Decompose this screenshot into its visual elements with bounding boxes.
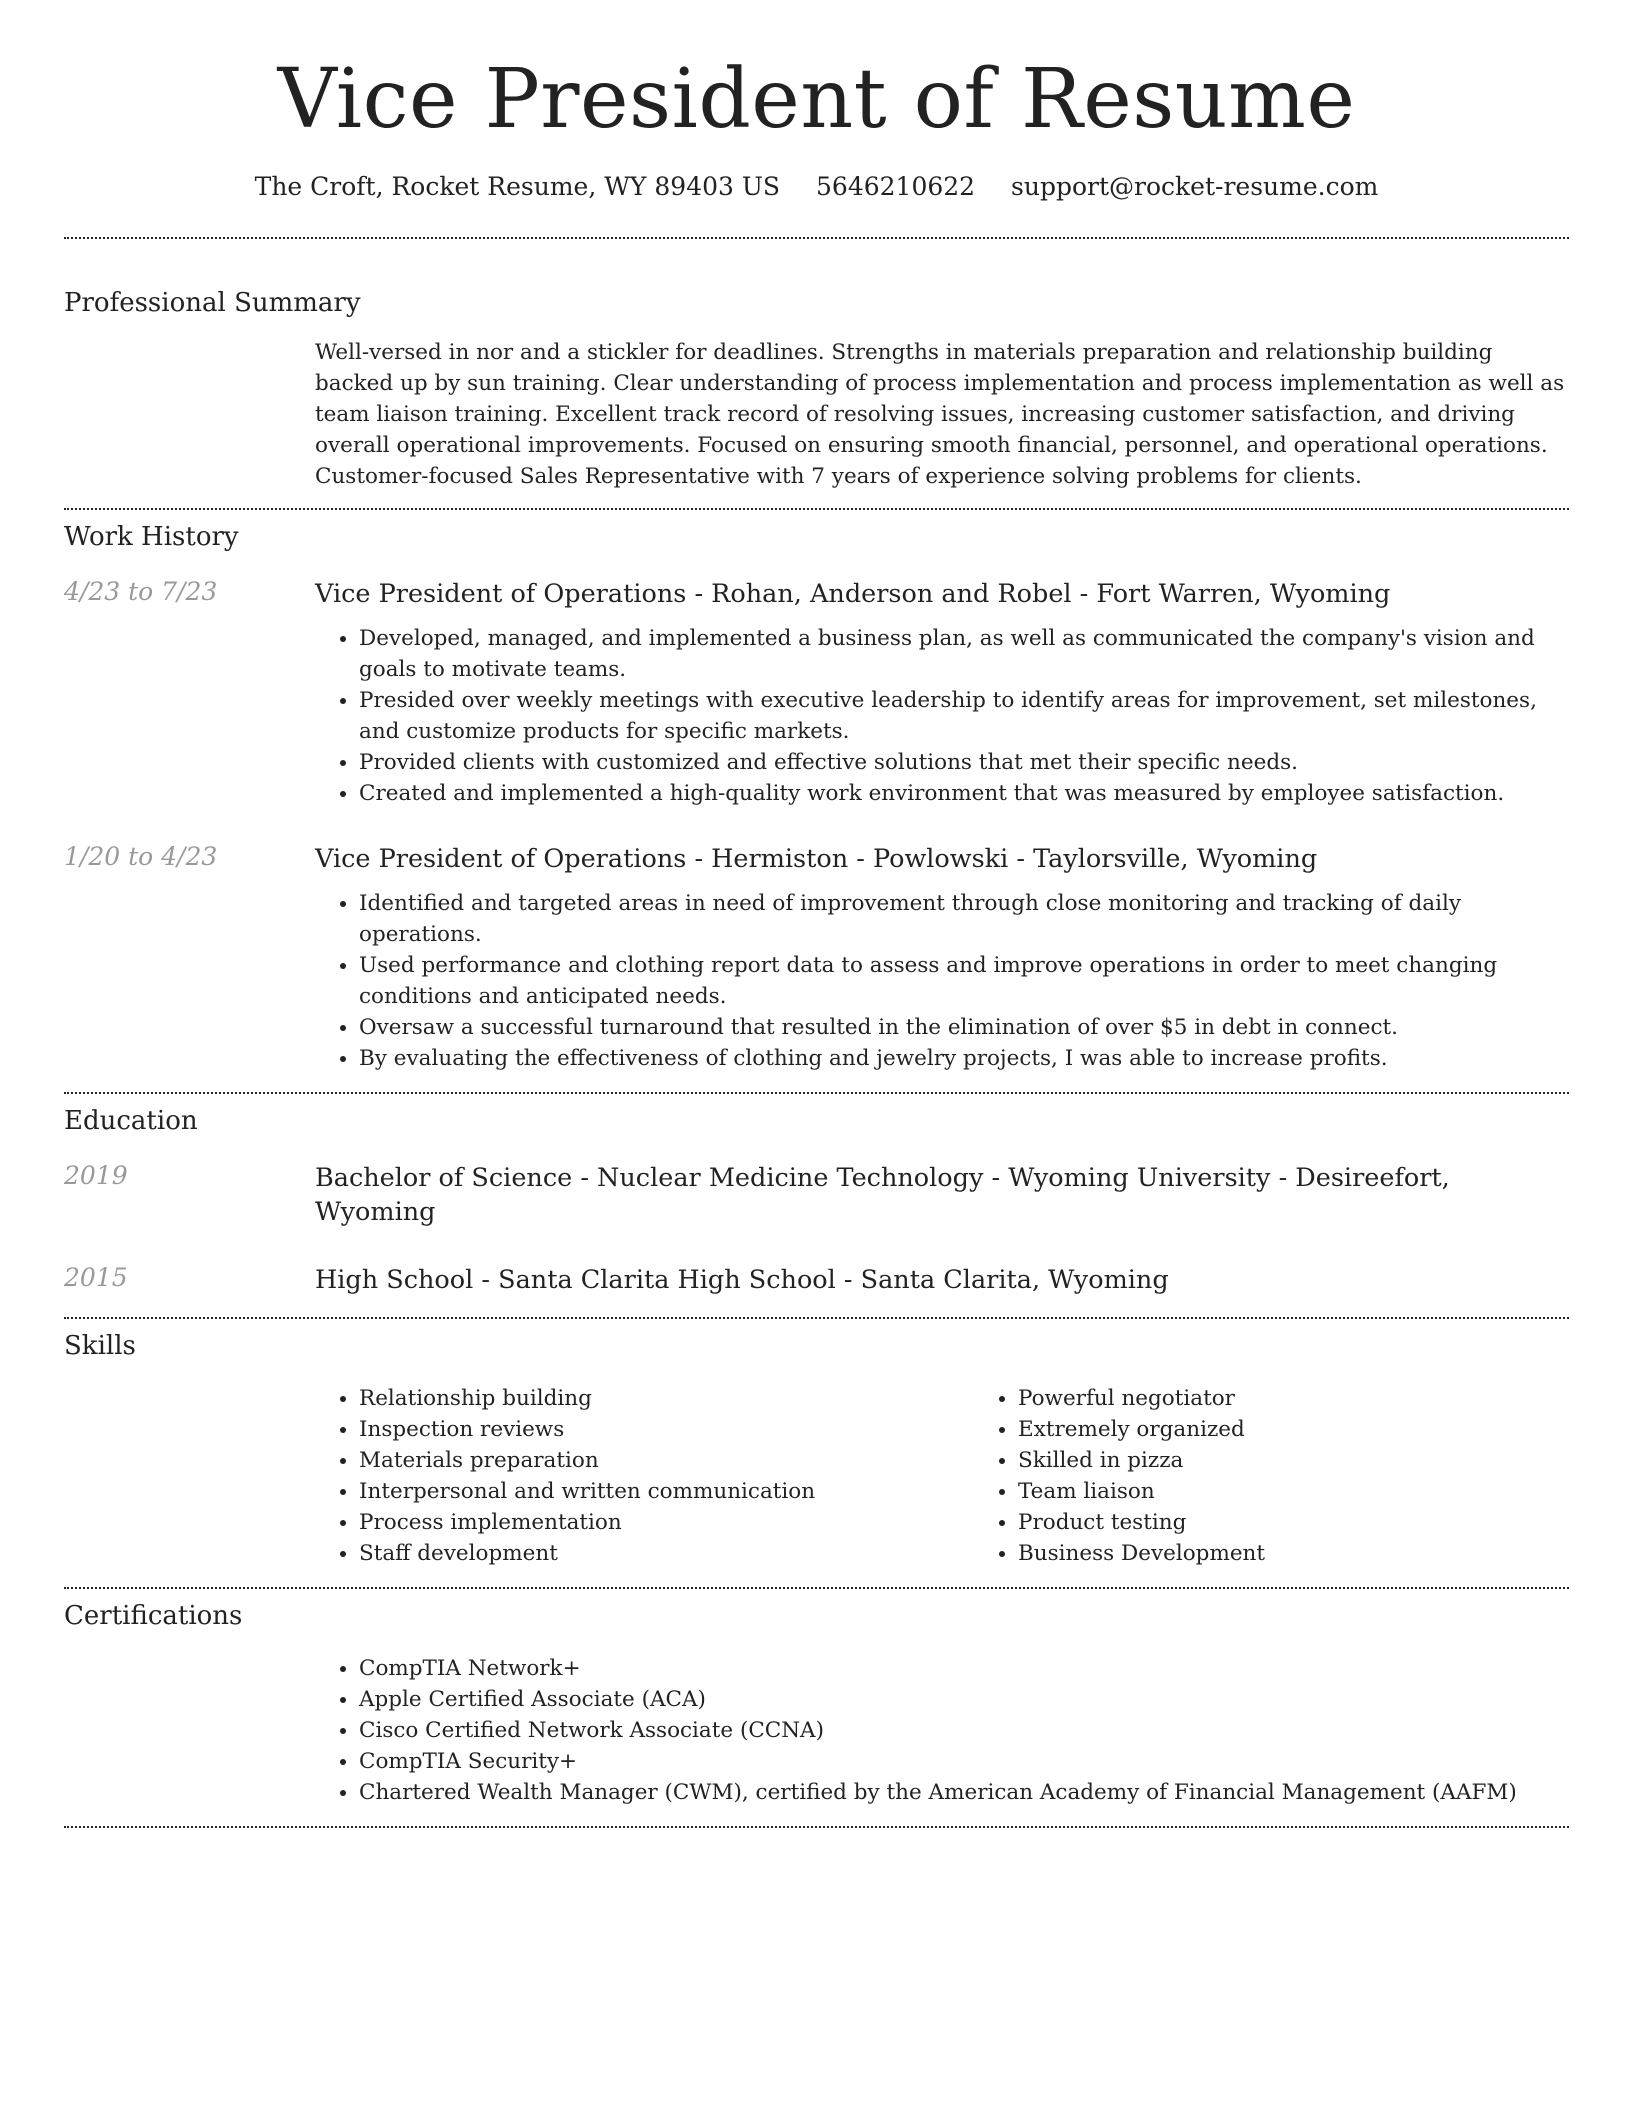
contact-line [64, 170, 1569, 204]
certifications-row [64, 1653, 1569, 1808]
certification-item: • Cisco Certified Network Associate (CCNA) [359, 1715, 1569, 1746]
education-year: 2015 [64, 1263, 128, 1292]
work-history-heading: Work History [64, 522, 239, 552]
summary-heading: Professional Summary [64, 288, 361, 318]
certification-item: • Chartered Wealth Manager (CWM), certified by the American Academy of Financial Management (AAFM) [359, 1777, 1569, 1808]
job-bullet: • Provided clients with customized and effective solutions that met their specific needs. [359, 747, 1569, 778]
candidate-name: Vice President of Resume [277, 52, 1356, 147]
certifications-list [315, 1653, 1569, 1808]
certification-item: • CompTIA Security+ [359, 1746, 1569, 1777]
certification-item: • Apple Certified Associate (ACA) [359, 1684, 1569, 1715]
job-bullet: • Presided over weekly meetings with executive leadership to identify areas for improvement, set milestones, and customize products for specific markets. [359, 685, 1569, 747]
education-section [64, 1104, 1569, 1297]
certifications-divider [64, 1826, 1569, 1828]
resume-header [64, 0, 1569, 204]
skills-section [64, 1329, 1569, 1569]
education-detail: Bachelor of Science - Nuclear Medicine Technology - Wyoming University - Desireefort, Wyoming [315, 1163, 1450, 1227]
education-entry [64, 1161, 1569, 1229]
job-bullets-row [64, 623, 1569, 809]
skill-item: • Business Development [1018, 1538, 1632, 1569]
contact-email: support@rocket-resume.com [1011, 172, 1379, 201]
summary-divider [64, 508, 1569, 510]
skills-column-2 [974, 1383, 1632, 1569]
certification-item: • CompTIA Network+ [359, 1653, 1569, 1684]
job-bullet: • Used performance and clothing report data to assess and improve operations in order to meet changing conditions and anticipated needs. [359, 950, 1569, 1012]
skill-item: • Relationship building [359, 1383, 974, 1414]
contact-phone: 5646210622 [816, 172, 976, 201]
summary-left-spacer [64, 337, 315, 492]
contact-address: The Croft, Rocket Resume, WY 89403 US [254, 172, 781, 201]
job-bullet: • Oversaw a successful turnaround that resulted in the elimination of over $5 in debt in connect. [359, 1012, 1569, 1043]
skill-item: • Inspection reviews [359, 1414, 974, 1445]
job-heading: Vice President of Operations - Rohan, Anderson and Robel - Fort Warren, Wyoming [315, 579, 1391, 609]
job-entry [64, 577, 1569, 809]
work-history-section [64, 520, 1569, 1074]
education-detail: High School - Santa Clarita High School - Santa Clarita, Wyoming [315, 1265, 1169, 1295]
job-header-row [64, 577, 1569, 611]
summary-body [315, 337, 1569, 492]
certifications-section [64, 1599, 1569, 1808]
header-divider [64, 237, 1569, 239]
certifications-heading: Certifications [64, 1601, 243, 1631]
skill-item: • Extremely organized [1018, 1414, 1632, 1445]
education-entry [64, 1263, 1569, 1297]
skills-row [64, 1383, 1569, 1569]
skill-item: • Product testing [1018, 1507, 1632, 1538]
job-heading: Vice President of Operations - Hermiston - Powlowski - Taylorsville, Wyoming [315, 844, 1318, 874]
skills-column-1 [315, 1383, 974, 1569]
job-bullet: • By evaluating the effectiveness of clothing and jewelry projects, I was able to increase profits. [359, 1043, 1569, 1074]
education-year: 2019 [64, 1161, 128, 1190]
skill-item: • Skilled in pizza [1018, 1445, 1632, 1476]
skills-grid [315, 1383, 1632, 1569]
skills-heading: Skills [64, 1331, 136, 1361]
skill-item: • Staff development [359, 1538, 974, 1569]
summary-row [64, 337, 1569, 492]
job-bullet: • Identified and targeted areas in need of improvement through close monitoring and tracking of daily operations. [359, 888, 1569, 950]
education-heading: Education [64, 1106, 198, 1136]
summary-section [64, 286, 1569, 492]
job-bullet: • Developed, managed, and implemented a business plan, as well as communicated the company's vision and goals to motivate teams. [359, 623, 1569, 685]
skills-divider [64, 1587, 1569, 1589]
education-divider [64, 1317, 1569, 1319]
skill-item: • Process implementation [359, 1507, 974, 1538]
work-divider [64, 1092, 1569, 1094]
skill-item: • Interpersonal and written communication [359, 1476, 974, 1507]
job-bullets [315, 623, 1569, 809]
job-header-row [64, 842, 1569, 876]
job-bullets [315, 888, 1569, 1074]
skill-item: • Powerful negotiator [1018, 1383, 1632, 1414]
job-entry [64, 842, 1569, 1074]
skill-item: • Materials preparation [359, 1445, 974, 1476]
job-bullet: • Created and implemented a high-quality work environment that was measured by employee satisfaction. [359, 778, 1569, 809]
job-bullets-row [64, 888, 1569, 1074]
skill-item: • Team liaison [1018, 1476, 1632, 1507]
summary-text: Well-versed in nor and a stickler for deadlines. Strengths in materials preparation and relationship building backed up by sun training. Clear understanding of process implementation and process implementation as well as team liaison training. Excellent track record of resolving issues, increasing customer satisfaction, and driving overall operational improvements. Focused on ensuring smooth financial, personnel, and operational operations. Customer-focused Sales Representative with 7 years of experience solving problems for clients. [315, 340, 1565, 489]
job-dates: 1/20 to 4/23 [64, 842, 218, 871]
job-dates: 4/23 to 7/23 [64, 577, 218, 606]
